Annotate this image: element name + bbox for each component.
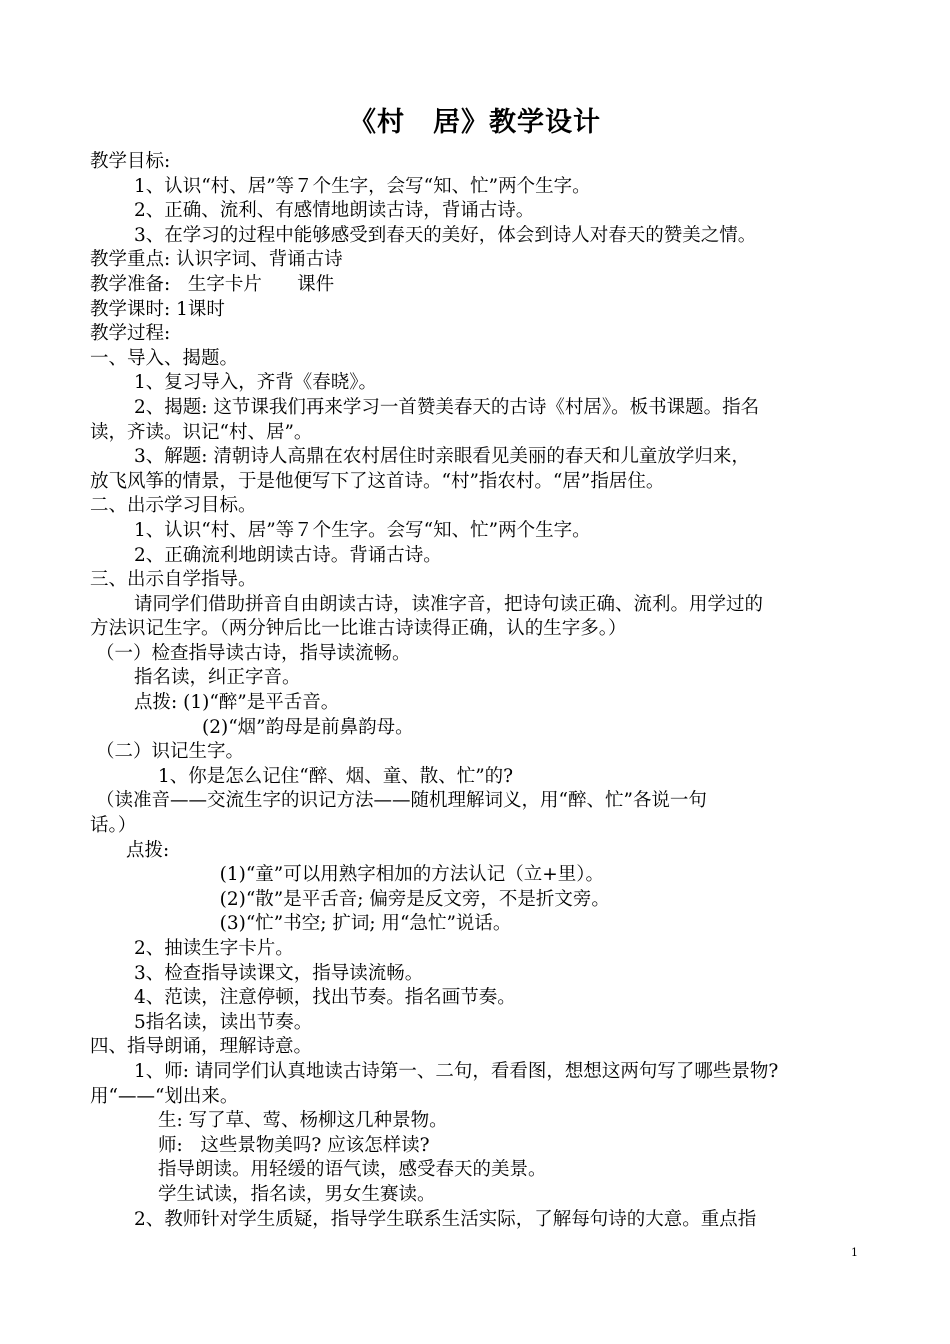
text-line: 放飞风筝的情景，于是他便写下了这首诗。“村”指农村。“居”指居住。 xyxy=(90,470,665,492)
document-body xyxy=(90,150,870,1232)
text-line: 生: 写了草、莺、杨柳这几种景物。 xyxy=(158,1110,448,1132)
text-line: (3)“忙”书空; 扩词; 用“急忙”说话。 xyxy=(202,913,512,935)
text-line: 教学重点: 认识字词、背诵古诗 xyxy=(90,249,343,271)
text-line: 指导朗读。用轻缓的语气读，感受春天的美景。 xyxy=(158,1159,547,1181)
text-line: 方法识记生字。（两分钟后比一比谁古诗读得正确，认的生字多。） xyxy=(90,618,627,640)
text-line: 学生试读，指名读，男女生赛读。 xyxy=(158,1183,436,1205)
text-line: 话。） xyxy=(90,815,137,837)
text-line: （二）识记生字。 xyxy=(96,741,245,763)
text-line: 4、范读，注意停顿，找出节奏。指名画节奏。 xyxy=(134,987,516,1009)
text-line: 一、导入、揭题。 xyxy=(90,347,239,369)
text-line: 3、解题: 清朝诗人高鼎在农村居住时亲眼看见美丽的春天和儿童放学归来， xyxy=(134,446,750,468)
text-line: 1、认识“村、居”等７个生字，会写“知、忙”两个生字。 xyxy=(134,175,591,197)
text-line: 四、指导朗诵，理解诗意。 xyxy=(90,1036,313,1058)
text-line: 2、抽读生字卡片。 xyxy=(134,938,294,959)
text-line: 点拨: (1)“醉”是平舌音。 xyxy=(134,692,340,714)
text-line: 1、认识“村、居”等７个生字。会写“知、忙”两个生字。 xyxy=(134,519,591,541)
text-line: 2、教师针对学生质疑，指导学生联系生活实际，了解每句诗的大意。重点指 xyxy=(134,1208,757,1230)
text-line: 教学课时: 1课时 xyxy=(90,298,225,320)
text-line: 读，齐读。识记“村、居”。 xyxy=(90,421,313,443)
page-number: 1 xyxy=(851,1246,858,1259)
text-line: 5指名读，读出节奏。 xyxy=(134,1011,313,1033)
text-line: 2、正确流利地朗读古诗。背诵古诗。 xyxy=(134,544,442,566)
text-line: 教学过程: xyxy=(90,323,171,345)
text-line: 二、出示学习目标。 xyxy=(90,495,257,517)
text-line: (2)“烟”韵母是前鼻韵母。 xyxy=(202,716,414,738)
document-title: 《村 居》教学设计 xyxy=(349,107,601,138)
text-line: 教学准备: 生字卡片 课件 xyxy=(90,273,335,295)
text-line: 教学目标: xyxy=(90,151,171,172)
text-line: 请同学们借助拼音自由朗读古诗，读准字音，把诗句读正确、流利。用学过的 xyxy=(134,593,764,615)
text-line: 1、师: 请同学们认真地读古诗第一、二句，看看图，想想这两句写了哪些景物? xyxy=(134,1060,779,1082)
text-line: 2、揭题: 这节课我们再来学习一首赞美春天的古诗《村居》。板书课题。指名 xyxy=(134,396,760,418)
text-line: 用“——“划出来。 xyxy=(90,1085,239,1107)
text-line: （读准音——交流生字的识记方法——随机理解词义，用“醉、忙”各说一句 xyxy=(96,790,707,812)
text-line: 1、你是怎么记住“醉、烟、童、散、忙”的? xyxy=(158,765,514,787)
text-line: 2、正确、流利、有感情地朗读古诗，背诵古诗。 xyxy=(134,200,535,222)
text-line: 3、在学习的过程中能够感受到春天的美好，体会到诗人对春天的赞美之情。 xyxy=(134,224,757,246)
text-line: (1)“童”可以用熟字相加的方法认记（立+里）。 xyxy=(202,864,605,886)
text-line: 师: 这些景物美吗? 应该怎样读? xyxy=(158,1134,430,1156)
text-line: （一）检查指导读古诗，指导读流畅。 xyxy=(96,642,411,664)
text-line: 三、出示自学指导。 xyxy=(90,569,257,591)
text-line: 点拨: xyxy=(126,839,170,861)
text-line: (2)“散”是平舌音; 偏旁是反文旁，不是折文旁。 xyxy=(202,888,610,910)
text-line: 3、检查指导读课文，指导读流畅。 xyxy=(134,962,424,984)
text-line: 指名读，纠正字音。 xyxy=(134,667,301,689)
text-line: 1、复习导入，齐背《春晓》。 xyxy=(134,372,378,394)
